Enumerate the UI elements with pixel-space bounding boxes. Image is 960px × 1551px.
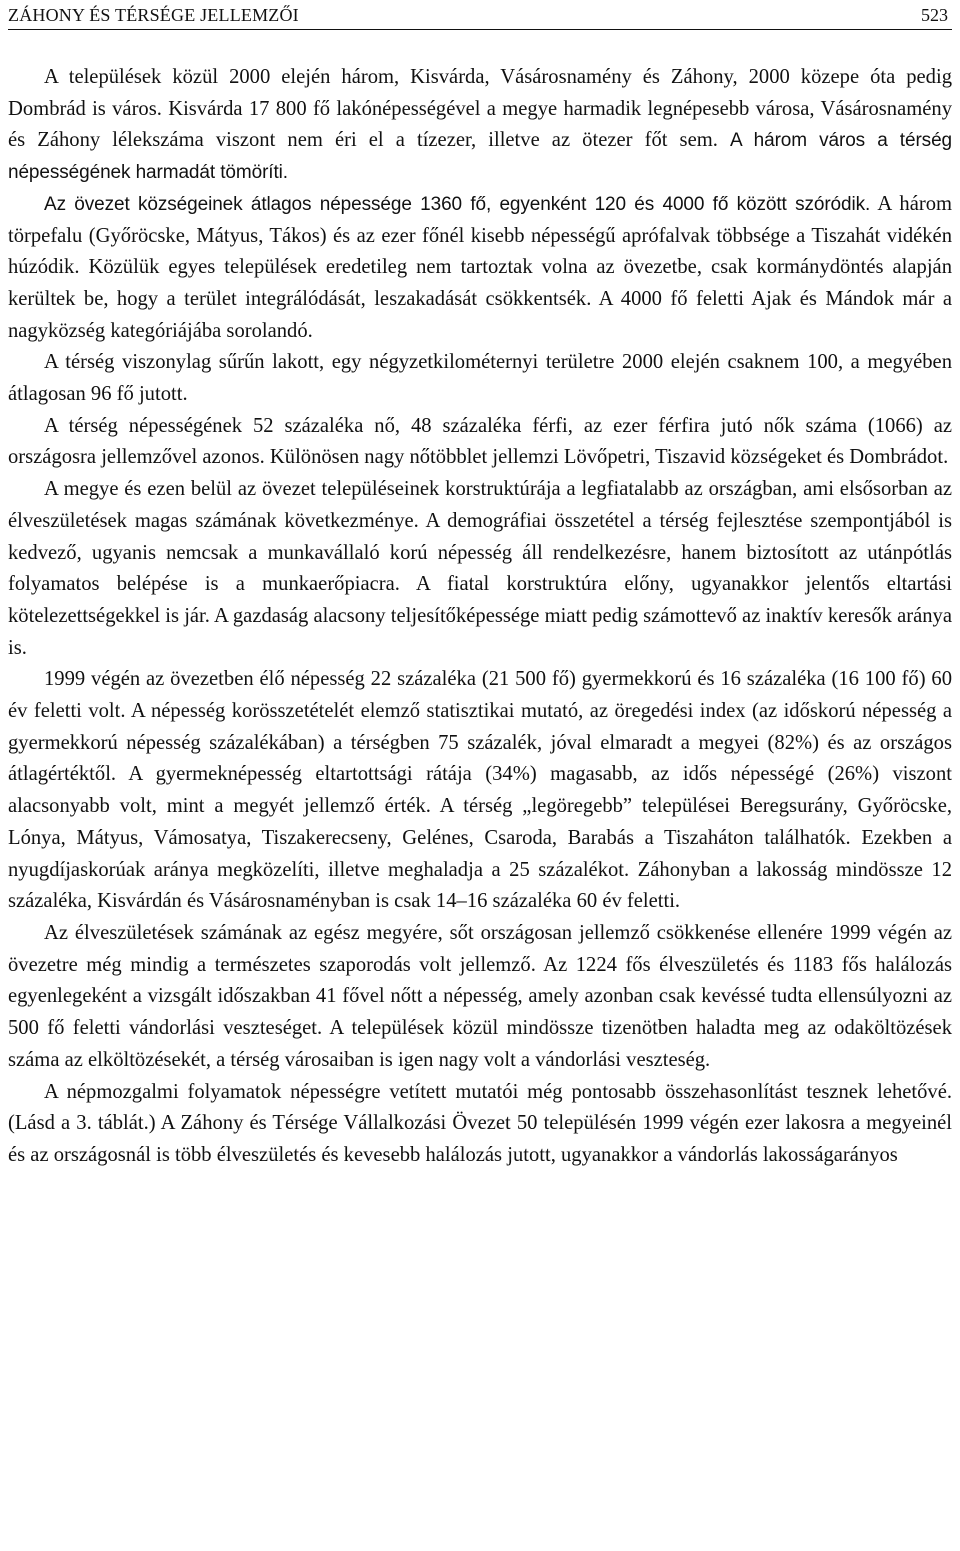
paragraph-3: A térség viszonylag sűrűn lakott, egy négyzetkilométernyi területre 2000 elején csaknem 100, a megyében átlagosan 96 fő jutott.	[8, 351, 952, 406]
paragraph-2-sans-text: Az övezet községeinek átlagos népessége 1360 fő, egyenként 120 és 4000 fő között szóródik.	[44, 193, 871, 215]
paragraph-2	[8, 189, 952, 348]
paragraph-2-text: A három törpefalu (Győröcske, Mátyus, Tákos) és az ezer főnél kisebb népességű aprófalvak többsége a Tiszahát vidékén húzódik. Közülük egyes települések eredetileg nem tartoztak volna az övezetbe, csak kormánydöntés alapján kerültek be, hogy a terület integrálódását, leszakadását csökkentsék. A 4000 fő feletti Ajak és Mándok már a nagyközség kategóriájába sorolandó.	[8, 192, 953, 342]
paragraph-4: A térség népességének 52 százaléka nő, 48 százaléka férfi, az ezer férfira jutó nők száma (1066) az országosra jellemzővel azonos. Különösen nagy nőtöbblet jellemzi Lövőpetri, Tiszavid községeket és Dombrádot.	[8, 414, 952, 469]
page-number: 523	[921, 5, 948, 25]
paragraph-5: A megye és ezen belül az övezet településeinek korstruktúrája a legfiatalabb az országban, ami elsősorban az élveszületések magas számának következménye. A demográfiai összetétel a térség fejlesztése szempontjából is kedvező, ugyanis nemcsak a munkavállaló korú népesség áll rendelkezésre, hanem biztosított az utánpótlás folyamatos belépése is a munkaerőpiacra. A fiatal korstruktúra előny, ugyanakkor jelentős eltartási kötelezettségekkel is jár. A gazdaság alacsony teljesítőképessége miatt pedig számottevő az inaktív keresők aránya is.	[8, 478, 952, 659]
body-text	[8, 62, 952, 1172]
paragraph-1	[8, 62, 952, 189]
paragraph-7: Az élveszületések számának az egész megyére, sőt országosan jellemző csökkenése ellenére 1999 végén az övezetre még mindig a természetes szaporodás volt jellemző. Az 1224 fős élveszületés és 1183 fős halálozás egyenlegeként a vizsgált időszakban 41 fővel nőtt a népesség, amely azonban csak kevéssé tudta ellensúlyozni az 500 fő feletti vándorlási veszteséget. A települések közül mindössze tizenötben haladta meg az odaköltözések száma az elköltözésekét, a térség városaiban is igen nagy volt a vándorlási veszteség.	[8, 921, 952, 1071]
running-header	[8, 0, 952, 30]
paragraph-6: 1999 végén az övezetben élő népesség 22 százaléka (21 500 fő) gyermekkorú és 16 százaléka (16 100 fő) 60 év feletti volt. A népesség korösszetételét elemző statisztikai mutató, az öregedési index (az időskorú népesség a gyermekkorú népesség százalékában) a térségben 75 százalék, jóval elmaradt a megyei (82%) és az országos átlagértéktől. A gyermeknépesség eltartottsági rátája (34%) magasabb, az idős népességé (26%) viszont alacsonyabb volt, mint a megyét jellemző érték. A térség „legöregebb” települései Beregsurány, Győröcske, Lónya, Mátyus, Vámosatya, Tiszakerecseny, Gelénes, Csaroda, Barabás a Tiszaháton találhatók. Ezekben a nyugdíjaskorúak aránya megközelíti, illetve meghaladja a 25 százalékot. Záhonyban a lakosság mindössze 12 százaléka, Kisvárdán és Vásárosnaményban is csak 14–16 százaléka 60 év feletti.	[8, 668, 952, 913]
paragraph-1-sans-text: A három város a térség népességének harmadát tömöríti.	[8, 130, 953, 184]
document-page	[8, 0, 952, 1172]
paragraph-1-text: A települések közül 2000 elején három, Kisvárda, Vásárosnamény és Záhony, 2000 közepe óta pedig Dombrád is város. Kisvárda 17 800 fő lakónépességével a megye harmadik legnépesebb városa, Vásárosnamény és Záhony lélekszáma viszont nem éri el a tízezer, illetve az ötezer főt sem.	[8, 66, 952, 152]
paragraph-8: A népmozgalmi folyamatok népességre vetített mutatói még pontosabb összehasonlítást tesznek lehetővé. (Lásd a 3. táblát.) A Záhony és Térsége Vállalkozási Övezet 50 településén 1999 végén ezer lakosra a megyeinél és az országosnál is több élveszületés és kevesebb halálozás jutott, ugyanakkor a vándorlás lakosságarányos	[8, 1080, 952, 1166]
running-title: ZÁHONY ÉS TÉRSÉGE JELLEMZŐI	[8, 5, 299, 25]
